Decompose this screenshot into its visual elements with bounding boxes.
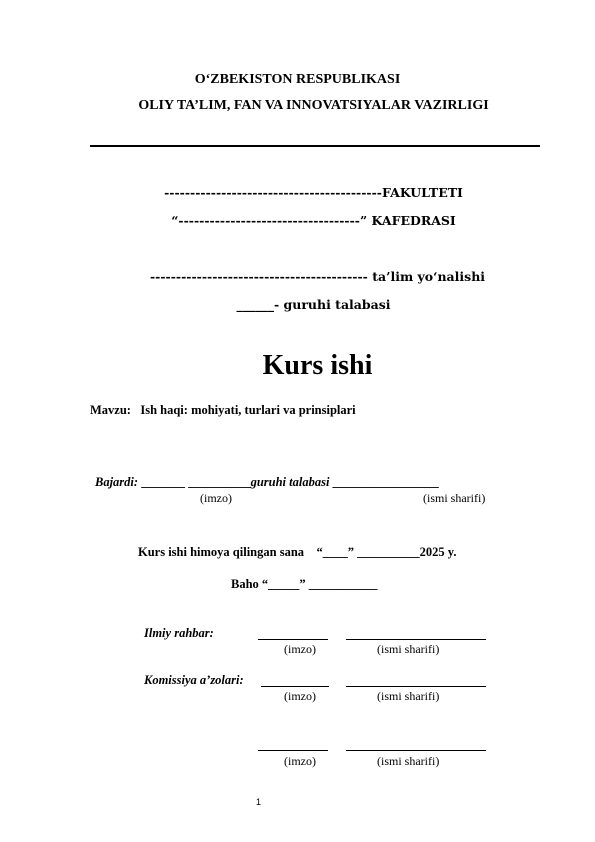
commission-name-line-1 — [346, 686, 486, 687]
performer-name-caption: (ismi sharifi) — [423, 491, 486, 505]
header-divider — [90, 145, 540, 147]
commission-sign-line-1 — [261, 686, 329, 687]
group-line — [16, 297, 595, 312]
supervisor-label: Ilmiy rahbar: — [144, 626, 214, 640]
topic-value: Ish haqi: mohiyati, turlari va prinsiplari — [140, 403, 356, 417]
country-heading: O‘ZBEKISTON RESPUBLIKASI — [194, 72, 401, 87]
commission-sign-caption-1: (imzo) — [284, 689, 316, 703]
topic-label: Mavzu: — [90, 403, 131, 417]
direction-line: ------------------------------------------ ta’lim yo‘nalishi — [149, 269, 486, 284]
supervisor-name-caption: (ismi sharifi) — [377, 642, 440, 656]
commission-sign-caption-2: (imzo) — [284, 754, 316, 768]
defense-text: Kurs ishi himoya qilingan sana — [138, 545, 305, 559]
commission-sign-line-2 — [258, 750, 328, 751]
document-title: Kurs ishi — [262, 350, 373, 381]
commission-name-caption-2: (ismi sharifi) — [377, 754, 440, 768]
faculty-line: ------------------------------------------FAKULTETI — [164, 185, 463, 200]
commission-name-caption-1: (ismi sharifi) — [377, 689, 440, 703]
ministry-heading: OLIY TA’LIM, FAN VA INNOVATSIYALAR VAZIRLIGI — [138, 98, 489, 113]
performer-sign-caption: (imzo) — [200, 491, 232, 505]
group-suffix: - guruhi talabasi — [273, 297, 391, 312]
supervisor-sign-line — [258, 639, 328, 640]
defense-date: “____” __________2025 y. — [316, 545, 457, 559]
supervisor-sign-caption: (imzo) — [284, 642, 316, 656]
performer-line — [95, 475, 439, 490]
commission-name-line-2 — [346, 750, 486, 751]
performer-label: Bajardi: — [95, 475, 139, 489]
group-blank: ______ — [236, 297, 274, 312]
performer-blank-1: _______ — [141, 475, 185, 489]
performer-blank-2: __________ — [188, 475, 251, 489]
department-line: “-----------------------------------” KAFEDRASI — [171, 213, 456, 228]
performer-group-text: guruhi talabasi — [250, 475, 330, 489]
supervisor-name-line — [346, 639, 486, 640]
page-number: 1 — [256, 797, 262, 807]
performer-blank-3: _________________ — [332, 475, 439, 489]
grade-line: Baho “_____” ___________ — [231, 577, 378, 591]
commission-label: Komissiya a’zolari: — [144, 673, 244, 687]
topic-line — [90, 403, 356, 418]
defense-line — [138, 545, 456, 560]
